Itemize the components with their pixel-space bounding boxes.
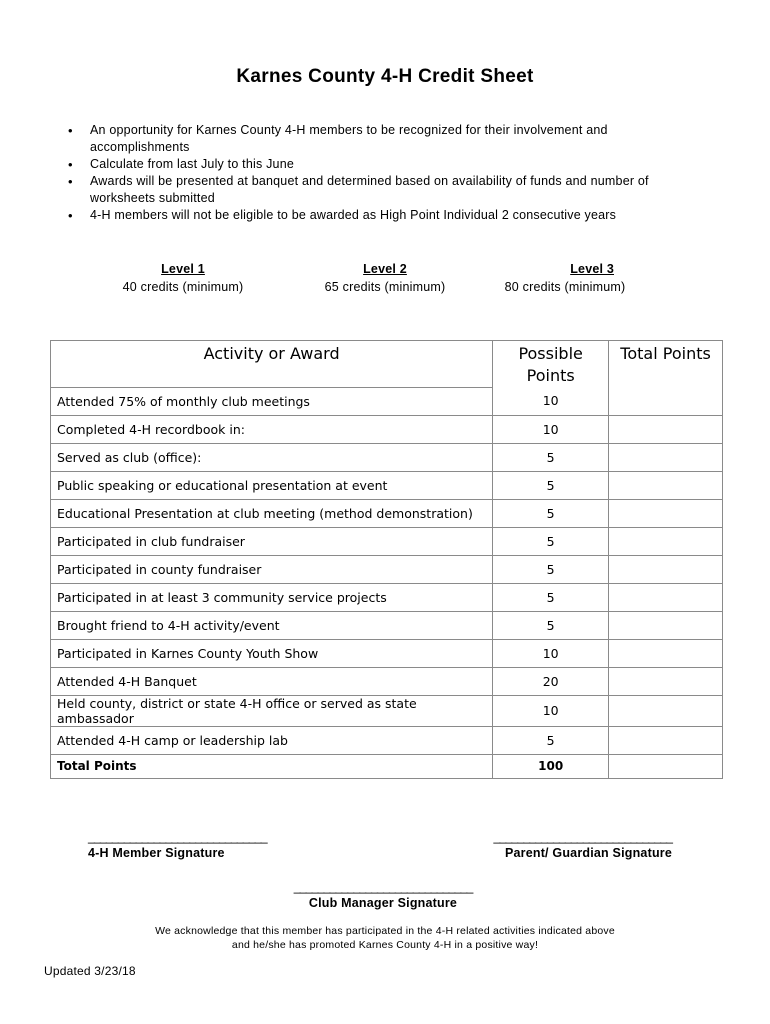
points-cell: 5: [493, 611, 609, 639]
level-1: [108, 260, 258, 296]
level-credits: 80 credits (minimum): [504, 280, 626, 294]
signature-line[interactable]: ______________________________: [493, 830, 672, 844]
level-title: Level 3: [570, 262, 614, 276]
activity-cell: Public speaking or educational presentation at event: [51, 471, 493, 499]
bullet-item: • Awards will be presented at banquet and determined based on availability of funds and number of worksheets submitted: [90, 173, 700, 207]
points-cell: 10: [493, 695, 609, 726]
acknowledgement-text: [0, 924, 770, 952]
points-cell: 5: [493, 555, 609, 583]
parent-signature-label: Parent/ Guardian Signature: [504, 846, 672, 860]
header-total-points: Total Points: [609, 341, 723, 416]
points-cell: 5: [493, 471, 609, 499]
table-total-row: [51, 754, 723, 778]
total-input-cell[interactable]: [609, 726, 723, 754]
level-title: Level 2: [363, 262, 407, 276]
table-row: [51, 611, 723, 639]
table-row: [51, 443, 723, 471]
acknowledgement-line: We acknowledge that this member has participated in the 4-H related activities indicated above: [155, 925, 615, 937]
total-input-cell[interactable]: [609, 555, 723, 583]
table-header-row: [51, 341, 723, 388]
total-input-cell[interactable]: [609, 583, 723, 611]
header-possible-points: Possible Points: [493, 341, 609, 388]
table-row: [51, 667, 723, 695]
total-input-cell[interactable]: [609, 667, 723, 695]
points-cell: 5: [493, 443, 609, 471]
total-input-cell[interactable]: [609, 611, 723, 639]
manager-signature-block: [250, 880, 516, 912]
total-possible-points: 100: [493, 754, 609, 778]
level-credits: 40 credits (minimum): [122, 280, 244, 294]
activity-cell: Brought friend to 4-H activity/event: [51, 611, 493, 639]
points-cell: 20: [493, 667, 609, 695]
activity-cell: Participated in county fundraiser: [51, 555, 493, 583]
activity-cell: Participated in club fundraiser: [51, 527, 493, 555]
points-cell: 5: [493, 527, 609, 555]
activity-cell: Educational Presentation at club meeting (method demonstration): [51, 499, 493, 527]
activity-cell: Attended 4-H Banquet: [51, 667, 493, 695]
table-row: [51, 499, 723, 527]
points-cell: 10: [493, 639, 609, 667]
points-cell: 10: [493, 415, 609, 443]
info-bullet-list: [90, 122, 700, 224]
acknowledgement-line: and he/she has promoted Karnes County 4-H in a positive way!: [231, 939, 539, 951]
manager-signature-label: Club Manager Signature: [308, 896, 458, 910]
bullet-item: • 4-H members will not be eligible to be awarded as High Point Individual 2 consecutive years: [90, 207, 700, 224]
activity-cell: Participated in at least 3 community service projects: [51, 583, 493, 611]
parent-signature-block: [406, 830, 672, 862]
table-row: [51, 415, 723, 443]
grand-total-input-cell[interactable]: [609, 754, 723, 778]
member-signature-label: 4-H Member Signature: [88, 846, 225, 860]
table-row: [51, 527, 723, 555]
total-input-cell[interactable]: [609, 639, 723, 667]
level-3: [490, 260, 640, 296]
table-row: [51, 639, 723, 667]
total-input-cell[interactable]: [609, 415, 723, 443]
points-cell: 5: [493, 499, 609, 527]
activity-cell: Attended 75% of monthly club meetings: [51, 387, 493, 415]
bullet-item: • An opportunity for Karnes County 4-H members to be recognized for their involvement and accomplishments: [90, 122, 700, 156]
signature-line[interactable]: ______________________________: [88, 830, 267, 844]
total-input-cell[interactable]: [609, 527, 723, 555]
signature-line[interactable]: ______________________________: [293, 880, 473, 894]
page-title: Karnes County 4-H Credit Sheet: [236, 66, 534, 87]
activity-cell: Completed 4-H recordbook in:: [51, 415, 493, 443]
table-row: [51, 555, 723, 583]
table-row: [51, 726, 723, 754]
total-input-cell[interactable]: [609, 695, 723, 726]
member-signature-block: [88, 830, 267, 862]
activity-cell: Participated in Karnes County Youth Show: [51, 639, 493, 667]
total-label: Total Points: [51, 754, 493, 778]
activity-cell: Attended 4-H camp or leadership lab: [51, 726, 493, 754]
table-row: [51, 695, 723, 726]
credit-table: [50, 340, 723, 779]
level-2: [300, 260, 470, 296]
table-row: [51, 471, 723, 499]
total-input-cell[interactable]: [609, 443, 723, 471]
level-title: Level 1: [161, 262, 205, 276]
total-input-cell[interactable]: [609, 471, 723, 499]
table-row: [51, 583, 723, 611]
points-cell: 5: [493, 583, 609, 611]
points-cell: 5: [493, 726, 609, 754]
points-cell: 10: [493, 387, 609, 415]
level-credits: 65 credits (minimum): [324, 280, 446, 294]
updated-date: Updated 3/23/18: [44, 964, 136, 978]
header-activity: Activity or Award: [51, 341, 493, 388]
activity-cell: Held county, district or state 4-H office or served as state ambassador: [51, 695, 493, 726]
total-input-cell[interactable]: [609, 499, 723, 527]
activity-cell: Served as club (office):: [51, 443, 493, 471]
bullet-item: • Calculate from last July to this June: [90, 156, 700, 173]
